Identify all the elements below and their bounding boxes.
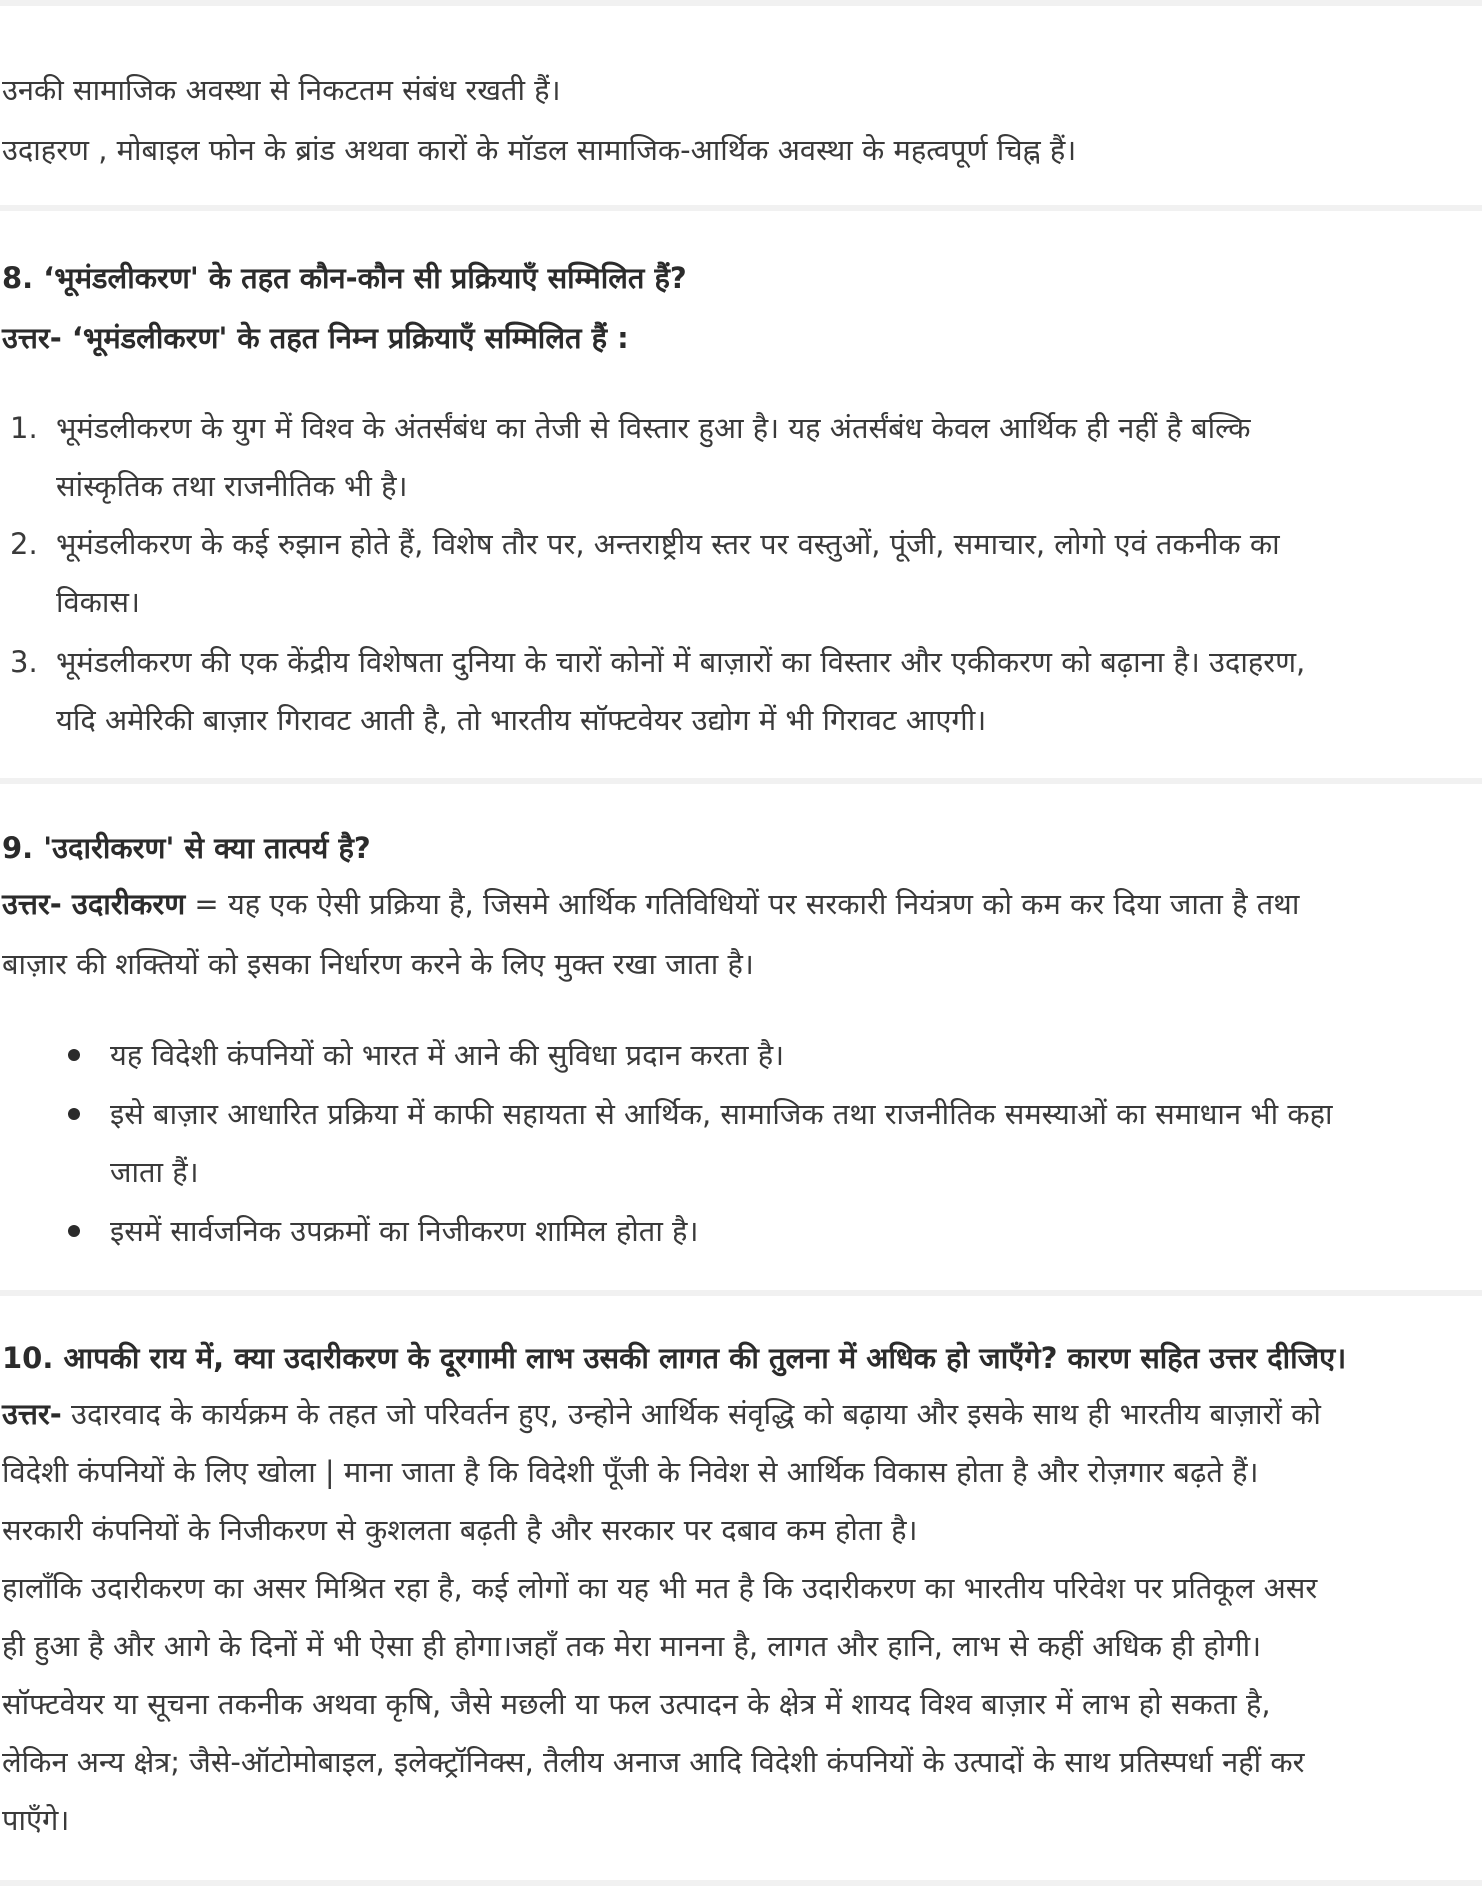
intro-line-1: उनकी सामाजिक अवस्था से निकटतम संबंध रखती हैं। xyxy=(2,73,561,107)
answer-10-line-6: सॉफ्टवेयर या सूचना तकनीक अथवा कृषि, जैसे मछली या फल उत्पादन के क्षेत्र में शायद विश्व बाज़ार में लाभ हो सकता है, xyxy=(2,1687,1271,1721)
bottom-divider xyxy=(0,1880,1482,1886)
answer-9-text: = यह एक ऐसी प्रक्रिया है, जिसमे आर्थिक गतिविधियों पर सरकारी नियंत्रण को कम कर दिया जाता है तथा xyxy=(185,887,1300,921)
answer-9-line-2: बाज़ार की शक्तियों को इसका निर्धारण करने के लिए मुक्त रखा जाता है। xyxy=(2,947,754,981)
list-item-2-line-1: भूमंडलीकरण के कई रुझान होते हैं, विशेष तौर पर, अन्तराष्ट्रीय स्तर पर वस्तुओं, पूंजी, समाचार, लोगो एवं तकनीक का xyxy=(56,527,1280,561)
answer-10-line-1 xyxy=(2,1394,1321,1434)
answer-label: उत्तर- xyxy=(2,1397,62,1431)
bullet-item-3: इसमें सार्वजनिक उपक्रमों का निजीकरण शामिल होता है। xyxy=(110,1214,699,1248)
answer-9-line-1 xyxy=(2,884,1299,924)
bullet-dot xyxy=(68,1225,80,1237)
question-8: 8. ‘भूमंडलीकरण' के तहत कौन-कौन सी प्रक्रियाएँ सम्मिलित हैं? xyxy=(2,261,687,295)
bullet-item-2-line-1: इसे बाज़ार आधारित प्रक्रिया में काफी सहायता से आर्थिक, सामाजिक तथा राजनीतिक समस्याओं का समाधान भी कहा xyxy=(110,1097,1333,1131)
answer-10-line-2: विदेशी कंपनियों के लिए खोला | माना जाता है कि विदेशी पूँजी के निवेश से आर्थिक विकास होता है और रोज़गार बढ़ते हैं। xyxy=(2,1455,1259,1489)
bullet-dot xyxy=(68,1108,80,1120)
bullet-item-2-line-2: जाता हैं। xyxy=(110,1155,199,1189)
list-number: 3. xyxy=(10,645,38,679)
top-divider xyxy=(0,0,1482,6)
answer-10-line-5: ही हुआ है और आगे के दिनों में भी ऐसा ही होगा।जहाँ तक मेरा मानना है, लागत और हानि, लाभ से कहीं अधिक ही होगी। xyxy=(2,1629,1262,1663)
answer-10-text: उदारवाद के कार्यक्रम के तहत जो परिवर्तन हुए, उन्होने आर्थिक संवृद्धि को बढ़ाया और इसके साथ ही भारतीय बाज़ारों को xyxy=(61,1397,1321,1431)
answer-10-line-7: लेकिन अन्य क्षेत्र; जैसे-ऑटोमोबाइल, इलेक्ट्रॉनिक्स, तैलीय अनाज आदि विदेशी कंपनियों के उत्पादों के साथ प्रतिस्पर्धा नहीं कर xyxy=(2,1745,1305,1779)
section-divider xyxy=(0,205,1482,211)
section-divider xyxy=(0,1290,1482,1296)
answer-8-intro: उत्तर- ‘भूमंडलीकरण' के तहत निम्न प्रक्रियाएँ सम्मिलित हैं : xyxy=(2,321,629,355)
answer-10-line-3: सरकारी कंपनियों के निजीकरण से कुशलता बढ़ती है और सरकार पर दबाव कम होता है। xyxy=(2,1513,918,1547)
list-number: 2. xyxy=(10,527,38,561)
list-item-3-line-2: यदि अमेरिकी बाज़ार गिरावट आती है, तो भारतीय सॉफ्टवेयर उद्योग में भी गिरावट आएगी। xyxy=(56,703,987,737)
list-item-2-line-2: विकास। xyxy=(56,585,141,619)
answer-label: उत्तर- उदारीकरण xyxy=(2,887,186,921)
list-item-1-line-2: सांस्कृतिक तथा राजनीतिक भी है। xyxy=(56,469,408,503)
list-number: 1. xyxy=(10,411,38,445)
intro-line-2: उदाहरण , मोबाइल फोन के ब्रांड अथवा कारों के मॉडल सामाजिक-आर्थिक अवस्था के महत्वपूर्ण चिह्न हैं। xyxy=(2,133,1077,167)
answer-10-line-8: पाएँगे। xyxy=(2,1803,70,1837)
answer-10-line-4: हालाँकि उदारीकरण का असर मिश्रित रहा है, कई लोगों का यह भी मत है कि उदारीकरण का भारतीय परिवेश पर प्रतिकूल असर xyxy=(2,1571,1318,1605)
question-10: 10. आपकी राय में, क्या उदारीकरण के दूरगामी लाभ उसकी लागत की तुलना में अधिक हो जाएँगे? कारण सहित उत्तर दीजिए। xyxy=(2,1341,1347,1375)
question-9: 9. 'उदारीकरण' से क्या तात्पर्य है? xyxy=(2,831,371,865)
bullet-item-1: यह विदेशी कंपनियों को भारत में आने की सुविधा प्रदान करता है। xyxy=(110,1038,785,1072)
list-item-3-line-1: भूमंडलीकरण की एक केंद्रीय विशेषता दुनिया के चारों कोनों में बाज़ारों का विस्तार और एकीकरण को बढ़ाना है। उदाहरण, xyxy=(56,645,1306,679)
list-item-1-line-1: भूमंडलीकरण के युग में विश्व के अंतर्संबंध का तेजी से विस्तार हुआ है। यह अंतर्संबंध केवल आर्थिक ही नहीं है बल्कि xyxy=(56,411,1251,445)
section-divider xyxy=(0,778,1482,784)
bullet-dot xyxy=(68,1049,80,1061)
